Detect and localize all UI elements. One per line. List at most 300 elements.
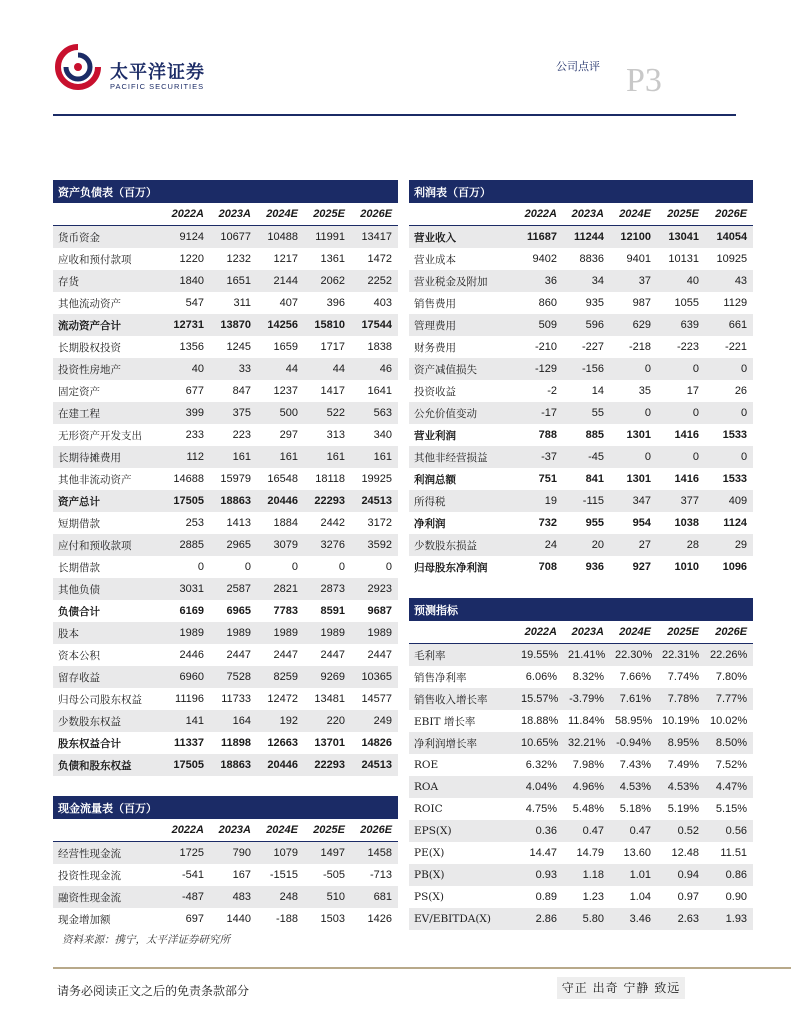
row-value: 8.32%	[572, 671, 604, 683]
row-value: 1659	[273, 341, 298, 353]
row-value: 15810	[304, 314, 351, 336]
row-value: 1301	[626, 473, 651, 485]
row-value: 1.01	[610, 864, 657, 886]
row-value: 1079	[257, 842, 304, 865]
row-value: 1989	[351, 622, 398, 644]
row-value: 297	[279, 429, 298, 441]
row-value: 10925	[716, 253, 748, 265]
table-row	[409, 490, 753, 512]
row-value: 0	[338, 561, 345, 573]
table-row	[409, 358, 753, 380]
table-row	[409, 886, 753, 908]
row-value: 0	[291, 561, 298, 573]
row-value: 790	[210, 842, 257, 865]
table-row	[409, 710, 753, 732]
row-value: 987	[632, 297, 651, 309]
header-divider	[53, 114, 736, 116]
report-type: 公司点评	[556, 60, 600, 73]
row-value: 7.43%	[619, 759, 651, 771]
row-value: 9269	[304, 666, 351, 688]
row-label: 其他负债	[53, 578, 163, 600]
table-row	[53, 490, 398, 512]
row-label: 货币资金	[53, 226, 163, 249]
row-label: EV/EBITDA(X)	[409, 908, 516, 930]
table-row	[409, 688, 753, 710]
row-value: 16548	[267, 473, 298, 485]
table-row	[53, 358, 398, 380]
table-row	[53, 402, 398, 424]
row-value: 10.02%	[710, 715, 748, 727]
row-label: 其他流动资产	[58, 297, 121, 310]
row-value: 8.50%	[705, 732, 753, 754]
row-label: 股本	[53, 622, 163, 644]
row-value: 1497	[304, 842, 351, 865]
row-value: 1458	[351, 842, 398, 865]
row-value: 14688	[173, 473, 204, 485]
table-row	[409, 732, 753, 754]
row-value: 0.86	[705, 864, 753, 886]
page-header	[0, 0, 791, 120]
row-value: 935	[585, 297, 604, 309]
year-header: 2022A	[163, 203, 210, 226]
row-value: 192	[257, 710, 304, 732]
row-value: 8836	[579, 253, 604, 265]
row-value: 2442	[320, 517, 345, 529]
table-row	[409, 402, 753, 424]
row-value: 0	[610, 446, 657, 468]
row-value: 0	[705, 446, 753, 468]
row-label: 长期借款	[58, 561, 100, 574]
year-header: 2025E	[657, 621, 705, 644]
row-value: 7.74%	[667, 671, 699, 683]
row-value: 1.04	[629, 891, 651, 903]
row-value: 1725	[163, 842, 210, 865]
row-label: 净利润	[414, 517, 446, 530]
year-header-blank	[409, 203, 516, 226]
row-value: -37	[516, 446, 563, 468]
table-row	[409, 336, 753, 358]
row-value: 0	[610, 402, 657, 424]
row-value: 12731	[163, 314, 210, 336]
row-value: 0.47	[610, 820, 657, 842]
row-label: 净利润增长率	[409, 732, 516, 754]
table-row	[53, 864, 398, 886]
row-value: -505	[322, 869, 345, 881]
row-value: 15979	[220, 473, 251, 485]
row-label: 股东权益合计	[58, 737, 121, 750]
row-value: 9402	[532, 253, 557, 265]
row-label: 所得税	[409, 490, 516, 512]
year-header: 2026E	[351, 203, 398, 226]
table-row	[53, 446, 398, 468]
table-row	[409, 556, 753, 578]
row-value: 377	[657, 490, 705, 512]
row-value: 13870	[210, 314, 257, 336]
row-value: 112	[163, 446, 210, 468]
row-value: 3172	[367, 517, 393, 529]
row-value: 1651	[210, 270, 257, 292]
row-value: 7.78%	[657, 688, 705, 710]
row-value: 40	[163, 358, 210, 380]
table-row	[53, 314, 398, 336]
row-value: 9401	[626, 253, 651, 265]
row-value: 788	[538, 429, 557, 441]
row-label: 应付和预收款项	[53, 534, 163, 556]
row-value: -2	[547, 385, 557, 397]
row-value: 751	[538, 473, 557, 485]
row-label: 长期待摊费用	[53, 446, 163, 468]
row-label: EPS(X)	[409, 820, 516, 842]
row-value: 12.48	[671, 847, 699, 859]
row-value: 167	[232, 869, 251, 881]
row-value: 13701	[314, 737, 345, 749]
row-label: 少数股东损益	[409, 534, 516, 556]
table-row	[53, 622, 398, 644]
row-value: 161	[210, 446, 257, 468]
row-value: 22293	[304, 490, 351, 512]
row-value: 9687	[367, 605, 393, 617]
year-header-blank	[53, 203, 163, 226]
row-value: 0	[385, 561, 393, 573]
row-value: 1717	[320, 341, 345, 353]
row-value: 1989	[163, 622, 210, 644]
row-value: -3.79%	[563, 688, 610, 710]
row-value: 12100	[610, 226, 657, 249]
row-label: 少数股东权益	[53, 710, 163, 732]
row-value: 249	[351, 710, 398, 732]
row-value: 21.41%	[563, 644, 610, 667]
row-value: 403	[373, 297, 393, 309]
row-value: 7.80%	[715, 671, 748, 683]
row-value: 4.75%	[525, 803, 557, 815]
row-value: 220	[304, 710, 351, 732]
brand-name-en: PACIFIC SECURITIES	[110, 82, 205, 91]
row-value: -156	[563, 358, 610, 380]
row-value: 1440	[226, 913, 251, 925]
cash-flow-table	[53, 796, 398, 930]
row-value: 313	[326, 429, 345, 441]
row-value: 28	[657, 534, 705, 556]
row-value: 10677	[210, 226, 257, 249]
year-header: 2026E	[705, 203, 753, 226]
row-value: 161	[351, 446, 398, 468]
row-label: 投资性房地产	[53, 358, 163, 380]
table-row	[409, 270, 753, 292]
row-value: 13481	[314, 693, 345, 705]
row-value: 253	[185, 517, 204, 529]
page-number: P3	[626, 62, 662, 99]
row-value: 10488	[257, 226, 304, 249]
table-row	[409, 534, 753, 556]
table-row	[409, 248, 753, 270]
row-value: 26	[734, 385, 748, 397]
year-header: 2025E	[657, 203, 705, 226]
table-title-row	[409, 598, 753, 621]
row-value: 14577	[361, 693, 393, 705]
row-value: 1237	[273, 385, 298, 397]
row-value: 2.86	[516, 908, 563, 930]
row-value: -541	[181, 869, 204, 881]
row-label: 短期借款	[58, 517, 100, 530]
row-value: 927	[632, 561, 651, 573]
table-row	[53, 644, 398, 666]
income-statement-table	[409, 180, 753, 578]
row-value: 0	[657, 358, 705, 380]
table-row	[409, 842, 753, 864]
row-value: 44	[257, 358, 304, 380]
row-value: 1533	[722, 429, 748, 441]
year-header-row	[409, 621, 753, 644]
row-value: 1232	[226, 253, 251, 265]
row-value: 5.19%	[667, 803, 699, 815]
row-value: 1417	[320, 385, 345, 397]
table-row	[409, 512, 753, 534]
row-value: 396	[326, 297, 345, 309]
row-value: 0.56	[705, 820, 753, 842]
row-label: 销售收入增长率	[409, 688, 516, 710]
year-header: 2023A	[210, 819, 257, 842]
table-row	[53, 688, 398, 710]
row-value: -0.94%	[610, 732, 657, 754]
row-value: 27	[610, 534, 657, 556]
table-row	[53, 292, 398, 314]
row-label: 固定资产	[58, 385, 100, 398]
row-label: 投资收益	[414, 385, 456, 398]
year-header-blank	[409, 621, 516, 644]
row-value: -45	[563, 446, 610, 468]
row-value: 161	[304, 446, 351, 468]
row-label: PB(X)	[409, 864, 516, 886]
row-value: 2885	[163, 534, 210, 556]
row-value: 22.30%	[610, 644, 657, 667]
row-value: 141	[163, 710, 210, 732]
row-value: -210	[534, 341, 557, 353]
year-header: 2022A	[516, 203, 563, 226]
row-value: 11.51	[720, 847, 748, 859]
row-value: 2587	[210, 578, 257, 600]
table-row	[53, 556, 398, 578]
row-value: 14256	[257, 314, 304, 336]
row-value: 0.47	[563, 820, 610, 842]
row-label: 负债和股东权益	[53, 754, 163, 776]
table-row	[409, 864, 753, 886]
row-value: 40	[657, 270, 705, 292]
row-value: 407	[279, 297, 298, 309]
row-value: -221	[725, 341, 748, 353]
table-title-row	[53, 180, 398, 203]
row-value: 6.32%	[525, 759, 557, 771]
row-label: 应收和预付款项	[58, 253, 132, 266]
row-value: 1361	[320, 253, 345, 265]
row-value: 33	[210, 358, 257, 380]
year-header-row	[409, 203, 753, 226]
row-value: 11.84%	[568, 715, 605, 727]
table-row	[409, 776, 753, 798]
table-row	[409, 424, 753, 446]
row-value: 0.97	[677, 891, 699, 903]
row-value: 55	[563, 402, 610, 424]
table-row	[53, 270, 398, 292]
row-value: 681	[351, 886, 398, 908]
row-value: -223	[676, 341, 699, 353]
row-value: 19	[516, 490, 563, 512]
row-value: 1.93	[705, 908, 753, 930]
year-header: 2024E	[257, 203, 304, 226]
row-value: 2252	[351, 270, 398, 292]
row-value: 11337	[174, 737, 204, 749]
row-value: 164	[210, 710, 257, 732]
row-label: ROE	[414, 759, 439, 771]
row-value: 409	[705, 490, 753, 512]
row-value: 2447	[320, 649, 345, 661]
row-value: 11733	[221, 693, 251, 705]
row-value: 20446	[257, 754, 304, 776]
row-value: 936	[585, 561, 604, 573]
row-value: 1641	[367, 385, 393, 397]
row-value: 5.15%	[715, 803, 748, 815]
row-value: 1217	[273, 253, 298, 265]
table-row	[53, 732, 398, 754]
row-label: EBIT 增长率	[414, 715, 476, 728]
footer-divider	[53, 967, 791, 969]
row-value: 0	[657, 446, 705, 468]
row-value: 1416	[674, 429, 699, 441]
row-value: 12663	[267, 737, 298, 749]
forecast-indicators-table	[409, 598, 753, 930]
row-value: 8259	[257, 666, 304, 688]
row-value: 24513	[351, 490, 398, 512]
row-value: 11244	[563, 226, 610, 249]
row-value: -713	[370, 869, 393, 881]
row-value: 14	[591, 385, 604, 397]
row-label: 利润总额	[414, 473, 456, 486]
row-value: 13417	[351, 226, 398, 249]
row-value: 2965	[210, 534, 257, 556]
row-value: 0.36	[516, 820, 563, 842]
row-value: 860	[538, 297, 557, 309]
row-value: 0	[244, 561, 251, 573]
year-header: 2022A	[516, 621, 563, 644]
row-value: 1472	[367, 253, 393, 265]
row-value: 8591	[320, 605, 345, 617]
table-title: 利润表（百万）	[409, 180, 753, 203]
row-value: 629	[610, 314, 657, 336]
row-value: 6169	[179, 605, 204, 617]
row-value: 4.53%	[657, 776, 705, 798]
row-value: 1.23	[582, 891, 604, 903]
row-value: 7.66%	[619, 671, 651, 683]
row-value: 4.96%	[563, 776, 610, 798]
row-label: 投资性现金流	[58, 869, 121, 882]
row-value: 1038	[674, 517, 699, 529]
company-slogan: 守正 出奇 宁静 致远	[557, 977, 685, 999]
row-value: 3276	[304, 534, 351, 556]
row-label: 毛利率	[409, 644, 516, 667]
row-value: 1245	[226, 341, 251, 353]
row-value: 2821	[257, 578, 304, 600]
row-value: 340	[373, 429, 393, 441]
row-value: 0.94	[657, 864, 705, 886]
row-value: 1220	[179, 253, 204, 265]
row-value: 1129	[723, 297, 748, 309]
row-value: 2873	[304, 578, 351, 600]
row-value: 847	[232, 385, 251, 397]
row-value: 5.80	[563, 908, 610, 930]
row-value: 596	[563, 314, 610, 336]
row-value: 500	[257, 402, 304, 424]
row-label: 归母公司股东权益	[58, 693, 142, 706]
year-header: 2023A	[563, 203, 610, 226]
row-value: 46	[351, 358, 398, 380]
table-row	[53, 336, 398, 358]
row-value: 1010	[674, 561, 699, 573]
table-row	[409, 908, 753, 930]
row-value: -129	[516, 358, 563, 380]
row-value: 1989	[257, 622, 304, 644]
row-value: 19.55%	[516, 644, 563, 667]
row-value: 6965	[226, 605, 251, 617]
row-value: 1356	[179, 341, 204, 353]
row-value: 1416	[674, 473, 699, 485]
table-row	[53, 600, 398, 622]
row-value: 732	[538, 517, 557, 529]
row-value: 5.18%	[619, 803, 651, 815]
row-label: 营业利润	[414, 429, 456, 442]
table-title: 预测指标	[409, 598, 753, 621]
table-row	[409, 798, 753, 820]
row-value: 0	[705, 402, 753, 424]
year-header: 2026E	[351, 819, 398, 842]
row-value: 1055	[674, 297, 699, 309]
row-value: 347	[610, 490, 657, 512]
year-header: 2023A	[210, 203, 257, 226]
row-value: 7.77%	[705, 688, 753, 710]
row-label: 资产减值损失	[409, 358, 516, 380]
row-value: 3079	[257, 534, 304, 556]
row-value: 12472	[267, 693, 298, 705]
row-value: 6.06%	[525, 671, 557, 683]
row-value: 19925	[361, 473, 393, 485]
disclaimer-text: 请务必阅读正文之后的免责条款部分	[57, 984, 250, 998]
pacific-securities-logo-icon	[55, 44, 101, 90]
table-row	[409, 226, 753, 249]
row-value: 7.61%	[610, 688, 657, 710]
row-value: 44	[304, 358, 351, 380]
row-value: 4.47%	[705, 776, 753, 798]
row-label: 其他非经营损益	[409, 446, 516, 468]
row-value: 58.95%	[615, 715, 653, 727]
row-value: 483	[210, 886, 257, 908]
table-row	[53, 424, 398, 446]
row-value: 223	[232, 429, 251, 441]
row-value: 1533	[722, 473, 748, 485]
row-value: 677	[185, 385, 204, 397]
row-value: -227	[581, 341, 604, 353]
row-label: 资产总计	[53, 490, 163, 512]
row-value: 233	[185, 429, 204, 441]
table-row	[409, 292, 753, 314]
row-value: 13041	[657, 226, 705, 249]
row-value: 4.04%	[516, 776, 563, 798]
row-value: 547	[185, 297, 204, 309]
row-value: 661	[705, 314, 753, 336]
row-value: 7783	[273, 605, 298, 617]
row-value: 1840	[163, 270, 210, 292]
row-value: 248	[257, 886, 304, 908]
row-value: 1413	[226, 517, 251, 529]
row-value: 37	[610, 270, 657, 292]
row-value: 22.31%	[657, 644, 705, 667]
